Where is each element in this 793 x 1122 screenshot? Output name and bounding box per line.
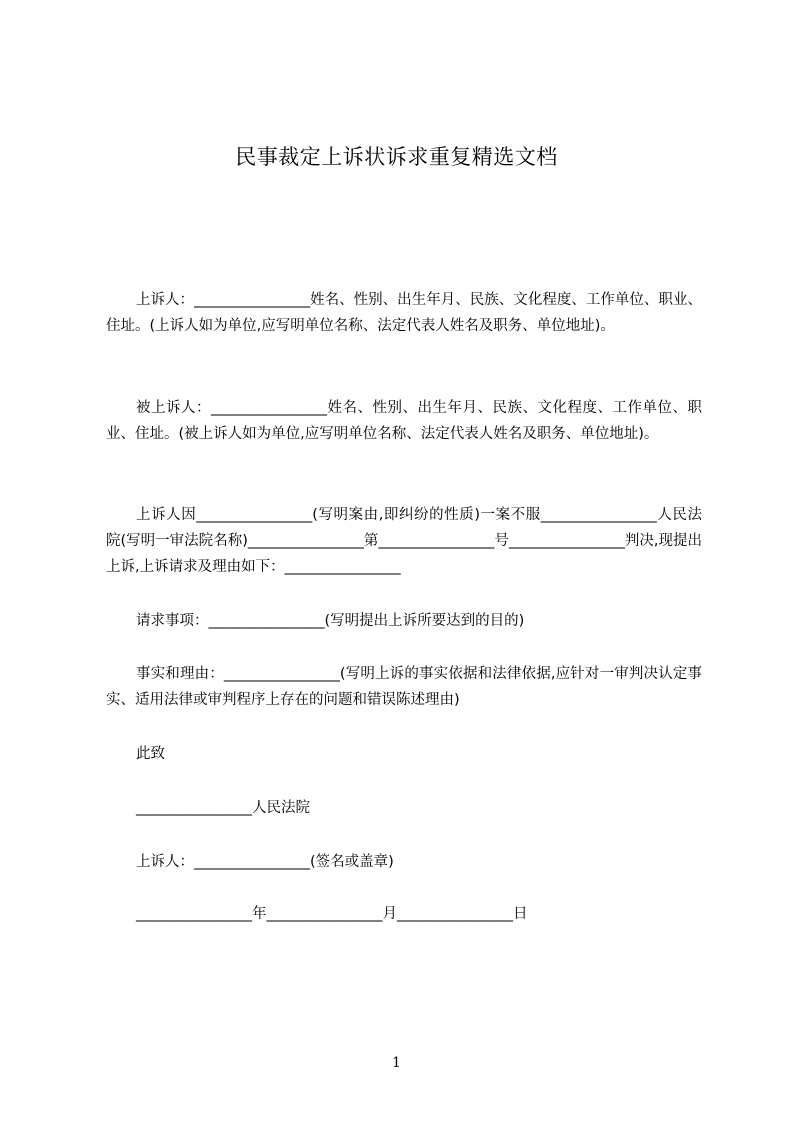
document-title: 民事裁定上诉状诉求重复精选文档 bbox=[235, 145, 558, 169]
case-paragraph: 上诉人因________________(写明案由,即纠纷的性质)一案不服________________人民法院(写明一审法院名称)________________第________________号________________判决,现提出上诉,上诉请求及理由如下：________________ bbox=[106, 507, 702, 575]
closing-salutation: 此致 bbox=[136, 746, 165, 762]
appellee-paragraph: 被上诉人：________________姓名、性别、出生年月、民族、文化程度、工作单位、职业、住址。(被上诉人如为单位,应写明单位名称、法定代表人姓名及职务、单位地址)。 bbox=[106, 400, 702, 442]
facts-paragraph: 事实和理由：________________(写明上诉的事实依据和法律依据,应针对一审判决认定事实、适用法律或审判程序上存在的问题和错误陈述理由) bbox=[106, 666, 702, 708]
court-line: ________________人民法院 bbox=[136, 800, 310, 816]
date-line: ________________年________________月________________日 bbox=[136, 906, 528, 922]
signature-line: 上诉人：________________(签名或盖章) bbox=[136, 854, 394, 870]
page-number: 1 bbox=[392, 1055, 401, 1071]
appellant-paragraph: 上诉人：________________姓名、性别、出生年月、民族、文化程度、工作单位、职业、住址。(上诉人如为单位,应写明单位名称、法定代表人姓名及职务、单位地址)。 bbox=[106, 292, 702, 334]
request-paragraph: 请求事项：________________(写明提出上诉所要达到的目的) bbox=[136, 613, 525, 629]
